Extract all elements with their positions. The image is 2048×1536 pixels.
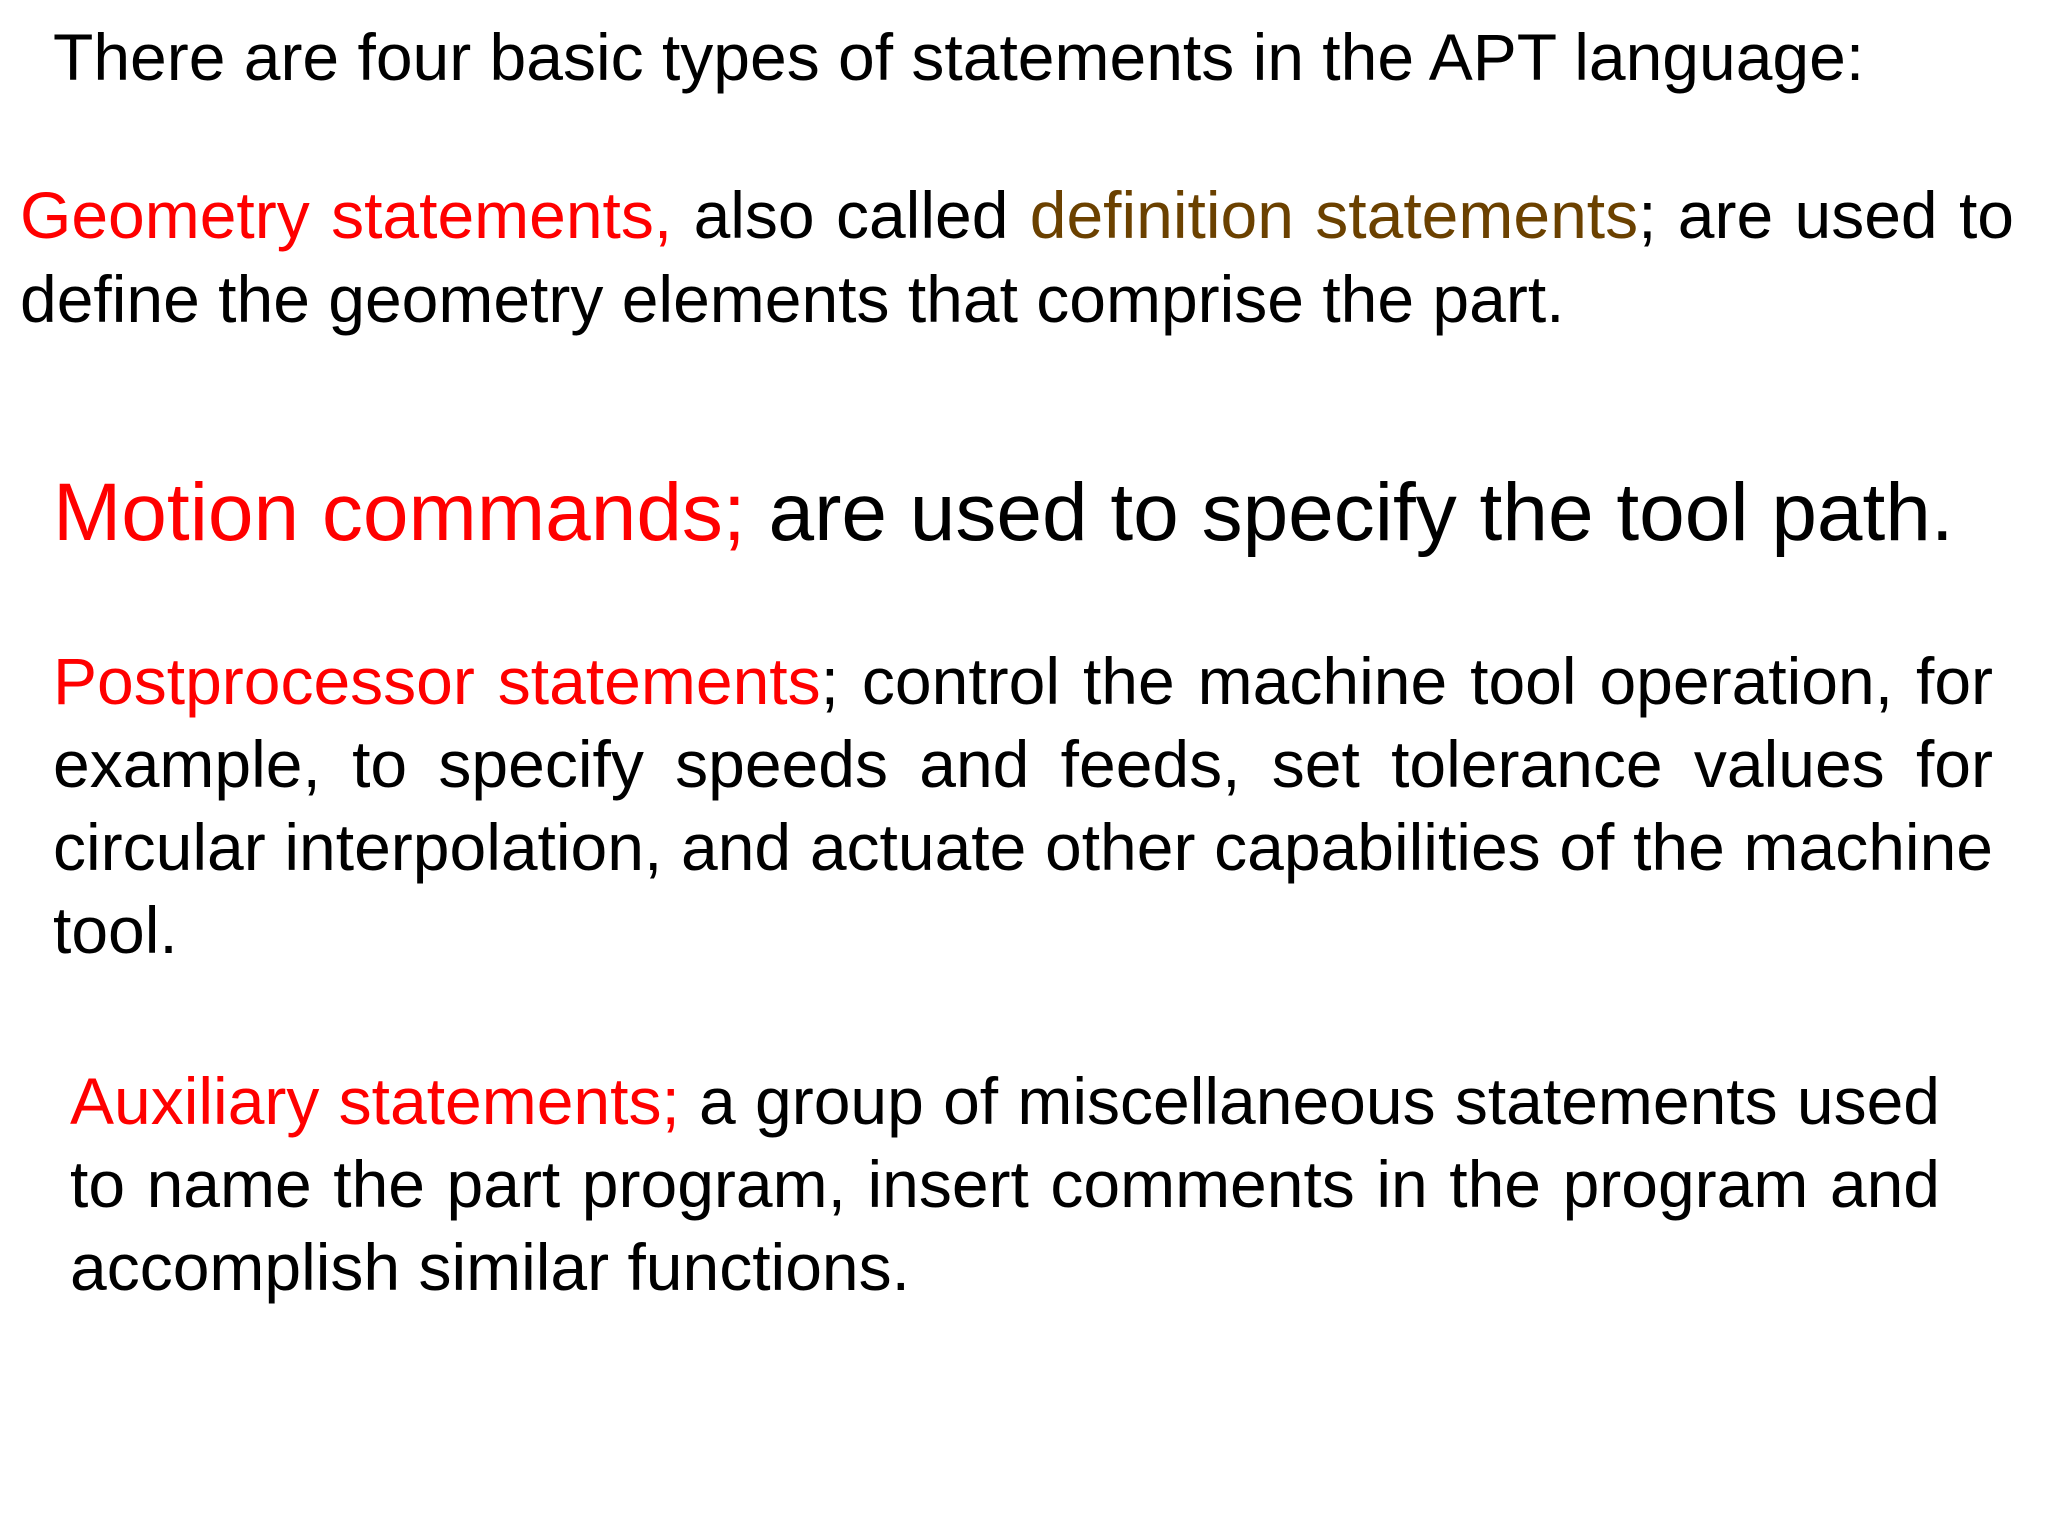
auxiliary-statements-term: Auxiliary statements; [70,1064,680,1138]
motion-commands-description: are used to specify the tool path. [745,467,1954,558]
geometry-statements-paragraph [20,173,2014,341]
intro-text: There are four basic types of statements in the APT language: [53,20,1865,94]
auxiliary-statements-paragraph [70,1060,1940,1309]
intro-paragraph [53,16,2013,98]
geometry-statements-term: Geometry statements, [20,178,673,252]
motion-commands-term: Motion commands; [53,467,746,558]
motion-commands-paragraph [53,463,2013,563]
geometry-statements-description: ; are used to define the geometry elements that comprise the part. [20,178,2014,336]
postprocessor-statements-term: Postprocessor statements [53,644,821,718]
geometry-statements-middle: also called [672,178,1030,252]
postprocessor-statements-paragraph [53,640,1993,972]
definition-statements-term: definition statements [1029,178,1639,252]
postprocessor-statements-description: ; control the machine tool operation, for example, to specify speeds and feeds, set tolerance values for circular interpolation, and actuate other capabilities of the machine tool. [53,644,1994,967]
auxiliary-statements-description: a group of miscellaneous statements used to name the part program, insert comments in the program and accomplish similar functions. [70,1064,1940,1304]
